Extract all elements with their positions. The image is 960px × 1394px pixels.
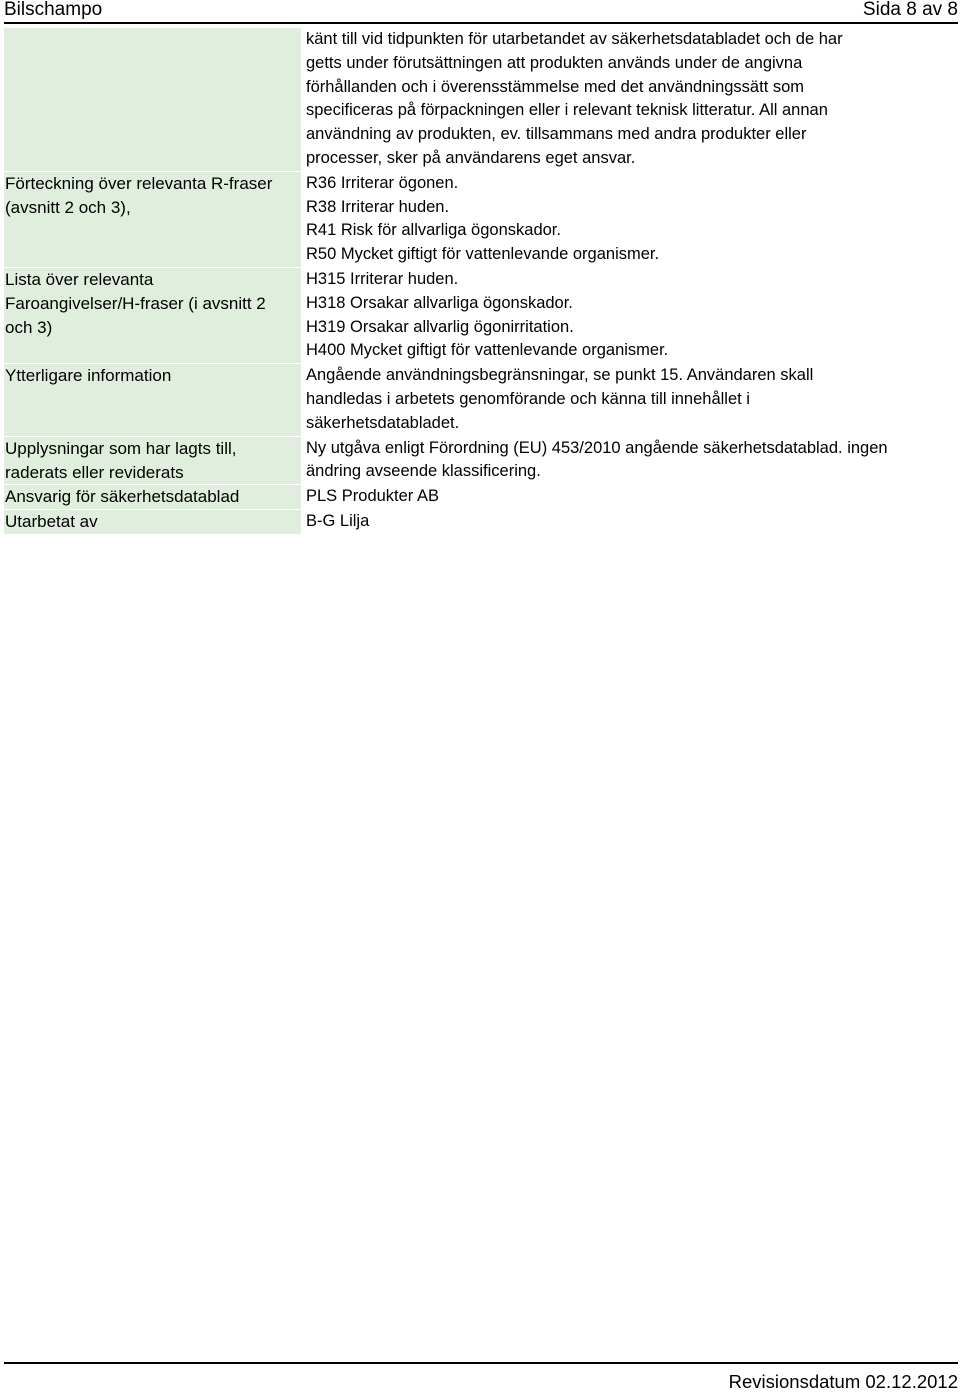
row-value-line: H319 Orsakar allvarlig ögonirritation. — [306, 317, 574, 336]
row-value — [306, 437, 960, 485]
row-value-line: R36 Irriterar ögonen. — [306, 173, 459, 192]
row-label — [4, 268, 301, 363]
row-label — [4, 437, 301, 485]
sds-table — [4, 28, 960, 535]
row-value-line: känt till vid tidpunkten för utarbetandet av säkerhetsdatabladet och de har — [306, 30, 843, 48]
row-label-line: och 3) — [5, 317, 53, 337]
row-value-line: getts under förutsättningen att produkten används under de angivna — [306, 53, 803, 72]
table-row — [4, 485, 960, 509]
row-label-line: Utarbetat av — [5, 511, 98, 531]
row-value-line: ändring avseende klassificering. — [306, 462, 541, 481]
row-label-line: Upplysningar som har lagts till, — [5, 438, 237, 458]
row-value-line: PLS Produkter AB — [306, 487, 439, 506]
table-row — [4, 268, 960, 363]
page-footer — [4, 1362, 958, 1394]
row-value-line: H400 Mycket giftigt för vattenlevande organismer. — [306, 341, 669, 360]
row-value-line: specificeras på förpackningen eller i relevant teknisk litteratur. All annan — [306, 101, 828, 120]
page-header — [4, 0, 958, 24]
revision-date: Revisionsdatum 02.12.2012 — [728, 1371, 958, 1392]
row-value-line: handledas i arbetets genomförande och känna till innehållet i — [306, 389, 750, 408]
row-label-line: Faroangivelser/H-fraser (i avsnitt 2 — [5, 293, 266, 313]
row-label-line: Ytterligare information — [5, 366, 172, 386]
row-value-line: förhållanden och i överensstämmelse med det användningssätt som — [306, 77, 805, 96]
row-value-line: R41 Risk för allvarliga ögonskador. — [306, 221, 561, 240]
row-value-line: processer, sker på användarens eget ansvar. — [306, 148, 636, 167]
row-label — [4, 28, 301, 171]
row-value — [306, 268, 960, 363]
row-label-line: Ansvarig för säkerhetsdatablad — [5, 487, 240, 507]
row-value-line: säkerhetsdatabladet. — [306, 413, 460, 432]
table-row — [4, 437, 960, 485]
row-label-line: Förteckning över relevanta R-fraser — [5, 173, 273, 193]
row-value — [306, 172, 960, 267]
table-row — [4, 28, 960, 171]
row-label-line: (avsnitt 2 och 3), — [5, 197, 131, 217]
row-value-line: H318 Orsakar allvarliga ögonskador. — [306, 293, 573, 312]
row-value — [306, 510, 960, 534]
row-value-line: Ny utgåva enligt Förordning (EU) 453/2010 angående säkerhetsdatablad. ingen — [306, 438, 888, 457]
row-value-line: R50 Mycket giftigt för vattenlevande organismer. — [306, 245, 660, 264]
product-name: Bilschampo — [4, 0, 103, 20]
table-row — [4, 510, 960, 534]
row-value — [306, 485, 960, 509]
page-number: Sida 8 av 8 — [862, 0, 958, 20]
row-label — [4, 172, 301, 267]
row-value — [306, 364, 960, 435]
row-value-line: Angående användningsbegränsningar, se punkt 15. Användaren skall — [306, 366, 814, 385]
row-label-line: Lista över relevanta — [5, 269, 154, 289]
row-value-line: B-G Lilja — [306, 511, 370, 530]
row-value-line: R38 Irriterar huden. — [306, 197, 450, 216]
row-label — [4, 510, 301, 534]
row-label — [4, 364, 301, 435]
row-value — [306, 28, 960, 171]
row-label-line: raderats eller reviderats — [5, 462, 184, 482]
table-row — [4, 172, 960, 267]
row-value-line: användning av produkten, ev. tillsammans med andra produkter eller — [306, 125, 807, 144]
row-label — [4, 485, 301, 509]
table-row — [4, 364, 960, 435]
row-value-line: H315 Irriterar huden. — [306, 269, 459, 288]
